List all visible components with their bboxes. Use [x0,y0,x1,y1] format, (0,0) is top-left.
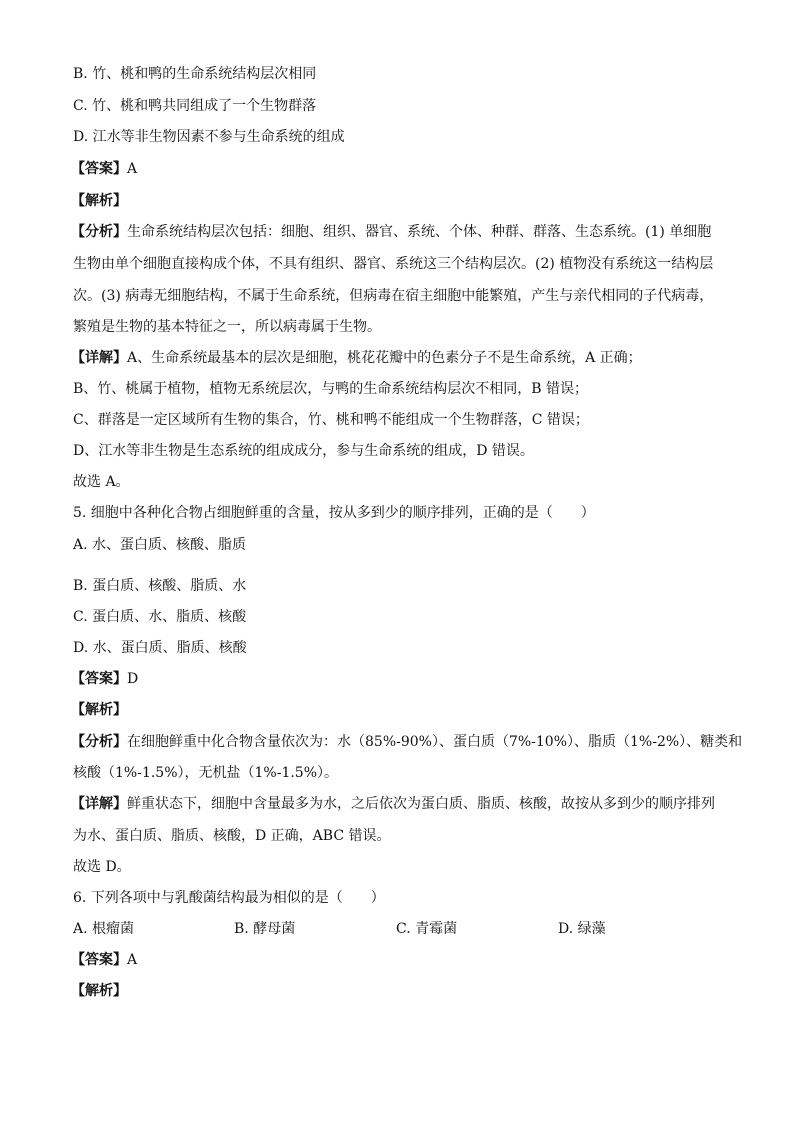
q6-answer [71,950,137,970]
answer-tag: 【答案】 [71,161,127,177]
q4-conclusion: 故选 A。 [73,474,130,490]
q6-option-c: C. 青霉菌 [396,921,458,937]
answer-tag: 【答案】 [71,671,127,687]
q5-option-d: D. 水、蛋白质、脂质、核酸 [73,640,247,656]
q5-option-b: B. 蛋白质、核酸、脂质、水 [73,578,247,594]
q5-xiangjie-line-2: 为水、蛋白质、脂质、核酸，D 正确，ABC 错误。 [73,828,391,844]
xiangjie-tag: 【详解】 [71,350,127,366]
q6-stem: 6. 下列各项中与乳酸菌结构最为相似的是（ ） [73,890,385,906]
answer-value: A [127,161,138,177]
q6-analysis-heading: 【解析】 [71,983,127,999]
q4-fenxi-line-3: 次。(3) 病毒无细胞结构，不属于生命系统，但病毒在宿主细胞中能繁殖，产生与亲代相同的子代病毒， [73,288,714,304]
q5-answer [71,669,138,689]
q4-xiangjie-line-4: D、江水等非生物是生态系统的组成成分，参与生命系统的组成，D 错误。 [73,443,534,459]
answer-value: A [127,952,138,968]
q6-option-b: B. 酵母菌 [234,921,296,937]
xiangjie-text: A、生命系统最基本的层次是细胞，桃花花瓣中的色素分子不是生命系统，A 正确； [127,350,642,366]
q5-fenxi-line-2: 核酸（1%-1.5%），无机盐（1%-1.5%）。 [73,765,339,781]
q4-analysis-heading: 【解析】 [71,193,127,209]
q4-fenxi-line-4: 繁殖是生物的基本特征之一，所以病毒属于生物。 [73,319,381,335]
answer-value: D [127,671,139,687]
q5-option-a: A. 水、蛋白质、核酸、脂质 [73,537,247,553]
q4-xiangjie-line-3: C、群落是一定区域所有生物的集合，竹、桃和鸭不能组成一个生物群落，C 错误； [73,412,589,428]
q4-option-b: B. 竹、桃和鸭的生命系统结构层次相同 [73,66,317,82]
q6-option-d: D. 绿藻 [558,921,606,937]
q5-fenxi-line-1 [71,732,742,752]
q5-conclusion: 故选 D。 [73,859,131,875]
q6-option-a: A. 根瘤菌 [73,921,135,937]
q4-fenxi-line-2: 生物由单个细胞直接构成个体，不具有组织、器官、系统这三个结构层次。(2) 植物没有系统这一结构层 [73,256,714,272]
q4-xiangjie-line-2: B、竹、桃属于植物，植物无系统层次，与鸭的生命系统结构层次不相同，B 错误； [73,381,589,397]
q5-option-c: C. 蛋白质、水、脂质、核酸 [73,609,247,625]
fenxi-tag: 【分析】 [71,224,127,240]
fenxi-text: 生命系统结构层次包括：细胞、组织、器官、系统、个体、种群、群落、生态系统。(1) 单细胞 [127,224,712,240]
answer-tag: 【答案】 [71,952,127,968]
q5-analysis-heading: 【解析】 [71,702,127,718]
xiangjie-text: 鲜重状态下，细胞中含量最多为水，之后依次为蛋白质、脂质、核酸，故按从多到少的顺序排列 [127,796,715,812]
q5-xiangjie-line-1 [71,794,715,814]
q4-option-d: D. 江水等非生物因素不参与生命系统的组成 [73,129,345,145]
q4-xiangjie-line-1 [71,348,642,368]
q4-option-c: C. 竹、桃和鸭共同组成了一个生物群落 [73,98,317,114]
xiangjie-tag: 【详解】 [71,796,127,812]
q4-fenxi-line-1 [71,222,711,242]
fenxi-tag: 【分析】 [71,734,127,750]
q5-stem: 5. 细胞中各种化合物占细胞鲜重的含量，按从多到少的顺序排列，正确的是（ ） [73,505,595,521]
q4-answer [71,159,137,179]
fenxi-text: 在细胞鲜重中化合物含量依次为：水（85%-90%）、蛋白质（7%-10%）、脂质（1%-2%）、糖类和 [127,734,743,750]
